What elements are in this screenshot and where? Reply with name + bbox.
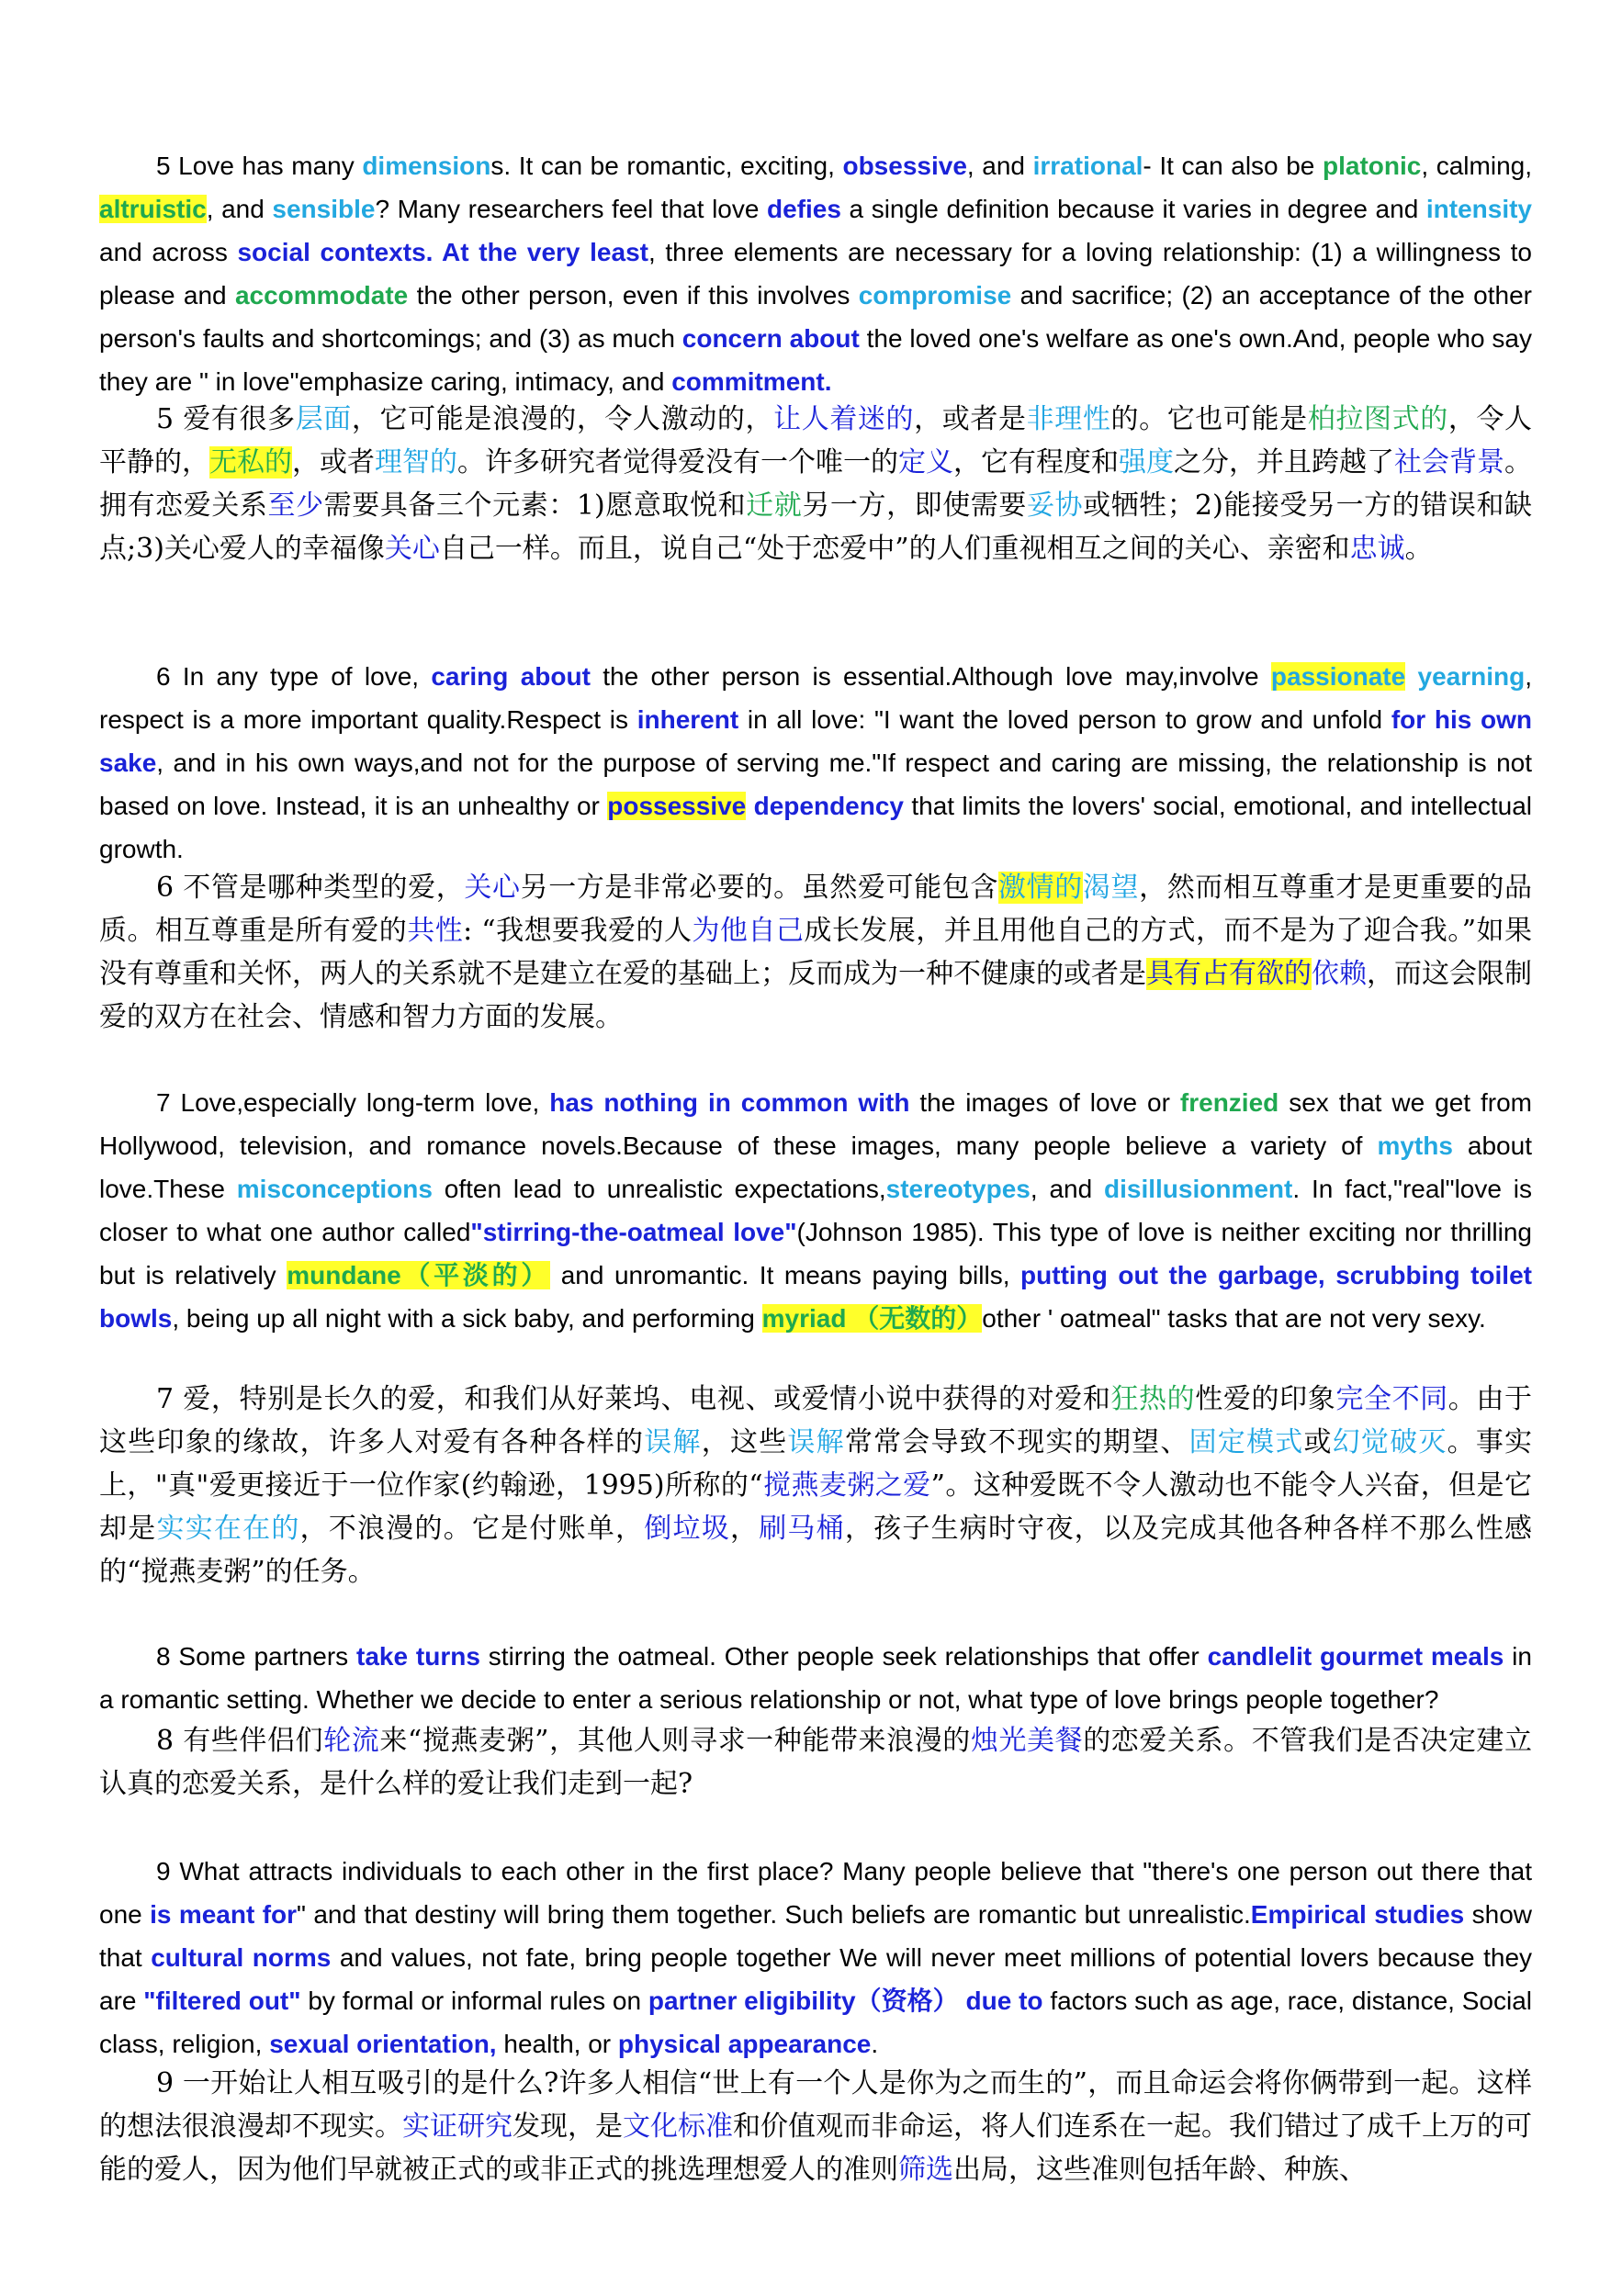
- paragraph-8-chinese: 8 有些伴侣们轮流来“搅燕麦粥”，其他人则寻求一种能带来浪漫的烛光美餐的恋爱关系。不管我们是否决定建立认真的恋爱关系，是什么样的爱让我们走到一起?: [99, 1725, 1533, 1800]
- paragraph-5-chinese: 5 爱有很多层面，它可能是浪漫的，令人激动的，让人着迷的，或者是非理性的。它也可能是柏拉图式的，令人平静的，无私的，或者理智的。许多研究者觉得爱没有一个唯一的定义，它有程度和强度之分，并且跨越了社会背景。拥有恋爱关系至少需要具备三个元素：1)愿意取悦和迁就另一方，即使需要妥协或牺牲；2)能接受另一方的错误和缺点;3)关心爱人的幸福像关心自己一样。而且，说自己“处于恋爱中”的人们重视相互之间的关心、亲密和忠诚。: [99, 403, 1533, 565]
- paragraph-7-english: 7 Love,especially long-term love, has nothing in common with the images of love or frenzied sex that we get from Hollywood, television, and romance novels.Because of these images, many people believe a variety of myths about love.These misconceptions often lead to unrealistic expectations,stereotypes, and disillusionment. In fact,"real"love is closer to what one author called"stirring-the-oatmeal love"(Johnson 1985). This type of love is neither exciting nor thrilling but is relatively mundane（平淡的） and unromantic. It means paying bills, putting out the garbage, scrubbing toilet bowls, being up all night with a sick baby, and performing myriad （无数的）other ' oatmeal" tasks that are not very sexy.: [99, 1088, 1532, 1333]
- paragraph-9-english: 9 What attracts individuals to each other in the first place? Many people believe that "there's one person out there that one is meant for" and that destiny will bring them together. Such beliefs are romantic but unrealistic.Empirical studies show that cultural norms and values, not fate, bring people together We will never meet millions of potential lovers because they are "filtered out" by formal or informal rules on partner eligibility（资格） due to factors such as age, race, distance, Social class, religion, sexual orientation, health, or physical appearance.: [99, 1857, 1533, 2058]
- paragraph-6-english: 6 In any type of love, caring about the other person is essential.Although love may,involve passionate yearning, respect is a more important quality.Respect is inherent in all love: "I want the loved person to grow and unfold for his own sake, and in his own ways,and not for the purpose of serving me."If respect and caring are missing, the relationship is not based on love. Instead, it is an unhealthy or possessive dependency that limits the lovers' social, emotional, and intellectual growth.: [99, 662, 1533, 863]
- paragraph-8-english: 8 Some partners take turns stirring the oatmeal. Other people seek relationships that offer candlelit gourmet meals in a romantic setting. Whether we decide to enter a serious relationship or not, what type of love brings people together?: [99, 1642, 1532, 1714]
- paragraph-5-english: 5 Love has many dimensions. It can be romantic, exciting, obsessive, and irrational- It can also be platonic, calming, altruistic, and sensible? Many researchers feel that love defies a single definition because it varies in degree and intensity and across social contexts. At the very least, three elements are necessary for a loving relationship: (1) a willingness to please and accommodate the other person, even if this involves compromise and sacrifice; (2) an acceptance of the other person's faults and shortcomings; and (3) as much concern about the loved one's welfare as one's own.And, people who say they are " in love"emphasize caring, intimacy, and commitment.: [99, 152, 1532, 396]
- paragraph-9-chinese: 9 一开始让人相互吸引的是什么?许多人相信“世上有一个人是你为之而生的”，而且命运会将你俩带到一起。这样的想法很浪漫却不现实。实证研究发现，是文化标准和价值观而非命运，将人们连系在一起。我们错过了成千上万的可能的爱人，因为他们早就被正式的或非正式的挑选理想爱人的准则筛选出局，这些准则包括年龄、种族、: [99, 2067, 1532, 2186]
- paragraph-6-chinese: 6 不管是哪种类型的爱，关心另一方是非常必要的。虽然爱可能包含激情的渴望，然而相互尊重才是更重要的品质。相互尊重是所有爱的共性: “我想要我爱的人为他自己成长发展，并且用他自己的方式，而不是为了迎合我。”如果没有尊重和关怀，两人的关系就不是建立在爱的基础上；反而成为一种不健康的或者是具有占有欲的依赖，而这会限制爱的双方在社会、情感和智力方面的发展。: [99, 872, 1533, 1033]
- paragraph-7-chinese: 7 爱，特别是长久的爱，和我们从好莱坞、电视、或爱情小说中获得的对爱和狂热的性爱的印象完全不同。由于这些印象的缘故，许多人对爱有各种各样的误解，这些误解常常会导致不现实的期望、固定模式或幻觉破灭。事实上，"真"爱更接近于一位作家(约翰逊，1995)所称的“搅燕麦粥之爱”。这种爱既不令人激动也不能令人兴奋，但是它却是实实在在的，不浪漫的。它是付账单，倒垃圾，刷马桶，孩子生病时守夜，以及完成其他各种各样不那么性感的“搅燕麦粥”的任务。: [99, 1383, 1533, 1588]
